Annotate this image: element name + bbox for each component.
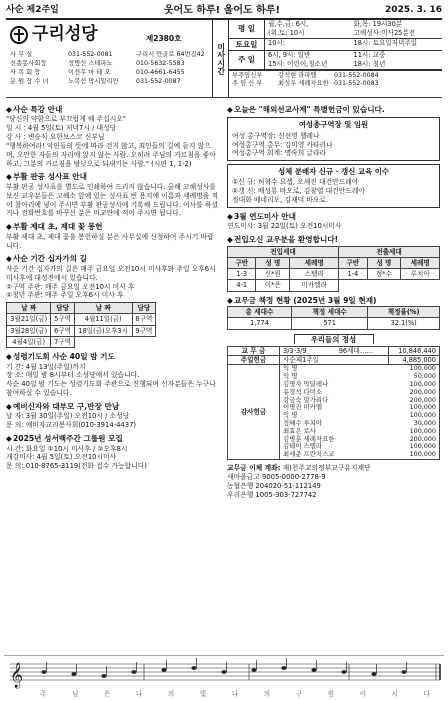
mass-time: (위.토: 10시: [268, 29, 305, 37]
account-desc: [280, 346, 389, 355]
donation-amount: 100,000: [409, 403, 436, 412]
contact-role: 선종봉사회장: [10, 60, 47, 68]
account-period: 3/3-3/9: [283, 346, 307, 355]
note: [401, 670, 406, 674]
table-header: 세례명: [401, 257, 440, 268]
table-header: 구반: [339, 257, 367, 268]
note: [191, 666, 196, 670]
accounts-table: [227, 346, 440, 460]
lyric-syllable: 시: [391, 690, 399, 698]
priest-list: [229, 70, 442, 89]
mass-time: 6시, 9시: 일반: [268, 51, 311, 59]
donor-name: 익 명: [283, 364, 298, 373]
box-line: 여성총구역 총무: 김미영 카타리나: [232, 140, 333, 149]
section-title: ◆부활 제대 초, 제대 꽃 봉헌: [6, 222, 103, 232]
donor-name: 정혜수 루치아: [283, 419, 323, 428]
note: [251, 668, 256, 672]
note: [41, 670, 46, 674]
bible-study-title: 2025년 성서백주간 그룹원 모집: [13, 434, 123, 444]
women-officers-box: [227, 117, 440, 161]
top-bar: [6, 4, 442, 20]
table-row: [228, 346, 440, 355]
mass-day: 토요일: [229, 39, 265, 50]
note: [311, 668, 316, 672]
staff-phone: 031-552-0083: [334, 79, 379, 87]
mass-row-weekday: [229, 20, 442, 39]
section-title: ◆성령기도회 사순 40일 밤 기도: [6, 352, 115, 362]
table-header-row: [228, 257, 440, 268]
donor-name: 김병훈 세례자요한: [283, 434, 335, 443]
section-title: ◆사순 특강 안내: [6, 105, 63, 114]
account-households: 96세대……: [338, 346, 374, 355]
box-line: 정대화 베네리오, 김재덕 바오로.: [232, 196, 329, 205]
bible-study-body: 시 간: 화요일 ①10시 미사후 / ②오후8시 개강미사: 4월 5일(토) 오전10시미사 문 의: 010-8765-3119(전화 접수 가능합니다): [6, 444, 147, 471]
mass-time: 15시: 어린이,청소년: [268, 60, 328, 68]
contact-list: [10, 51, 210, 85]
section-title: ◆사순 기간 십자가의 길: [6, 254, 87, 264]
account-desc: 사순제1주일: [280, 356, 389, 365]
account-label: 감사헌금: [228, 365, 280, 460]
parish-name: 구리성당: [32, 24, 98, 44]
contact-name: 노복선 막시밀리안: [68, 77, 119, 85]
mass-time: 11시: 교중: [353, 51, 386, 59]
table-cell: [74, 336, 132, 347]
mass-label-text: 미사시간: [216, 42, 226, 75]
donation-amount: 200,000: [409, 387, 436, 396]
section-title: ◆오늘은 "해외선교사제" 특별헌금이 있습니다.: [227, 105, 385, 114]
lyric-syllable: 빛: [199, 690, 207, 698]
note: [221, 670, 226, 674]
staff-name: 강석현 라파엘: [278, 72, 317, 79]
table-cell: 신*원: [256, 269, 290, 280]
table-cell: 3월21일(금): [7, 314, 51, 325]
table-row: [228, 280, 440, 291]
box-line: 여성 총구역장: 신선영 헬레나: [232, 131, 320, 140]
catechumen-body: 날 자: 3월 30일(주일) 오전10시 / 소성당 문 의: 예비자교리봉사회(010-3914-4437): [6, 412, 137, 430]
lyric-syllable: 나: [231, 690, 239, 698]
table-cell: 4월11일(금): [74, 314, 132, 325]
lyric-syllable: 님: [71, 690, 79, 698]
donation-amount: 100,000: [409, 411, 436, 420]
donor-name: 유경석 다미소: [283, 387, 323, 396]
donation-amount: 100,000: [409, 442, 436, 451]
mass-time: 10시:: [268, 39, 285, 47]
memorial-mass-title: 3월 연도미사 안내: [234, 211, 296, 221]
mass-time: 고해성사:미사25분전: [353, 29, 416, 37]
confession-card-title: 부활 판공 성사표 안내: [13, 172, 87, 182]
table-cell: 1-3: [228, 269, 256, 280]
contact-role: 사 목 회 장: [10, 68, 41, 76]
table-header-row: [7, 303, 156, 314]
left-column: [6, 101, 219, 499]
masthead: [6, 20, 442, 98]
table-cell: [132, 336, 155, 347]
box-title: 성체 분배자 신규 · 갱신 교육 이수: [277, 167, 390, 177]
mass-table: [229, 20, 442, 97]
donor-name: 김명자 막달레나: [283, 379, 329, 388]
note: [71, 672, 76, 676]
note: [131, 670, 136, 674]
table-header: 전입세대: [228, 246, 339, 257]
contact-name: 이선우 마 태 오: [68, 68, 111, 76]
contact-phone: 010-4661-6455: [136, 68, 185, 76]
easter-offering-title: 부활 제대 초, 제대 꽃 봉헌: [13, 222, 103, 232]
contact-name: 정병선 스테파노: [68, 60, 113, 68]
easter-offering-body: 부활 제대 초, 제대 꽃을 봉헌하실 분은 사무실에 신청하여 주시기 바랍니다.: [6, 232, 214, 250]
table-row: [228, 365, 440, 460]
table-row: [228, 318, 440, 329]
table-cell: 루치아: [401, 269, 440, 280]
accounts-title: 우리들의 정성: [294, 334, 374, 344]
donor-name: 최효은 로사: [283, 426, 316, 435]
table-cell: 이*은: [256, 280, 290, 291]
table-cell: [367, 280, 401, 291]
table-cell: 6구역: [51, 325, 74, 336]
hymn-score: [4, 655, 444, 699]
contact-role: 사 무 실: [10, 51, 33, 59]
mass-schedule: [212, 20, 442, 97]
table-header: 성 명: [256, 257, 290, 268]
table-header: 총 세대수: [228, 307, 292, 318]
account-label: 주일헌금: [228, 356, 280, 365]
contact-phone: 031-552-0087: [136, 77, 181, 85]
lyric-syllable: 은: [103, 690, 111, 698]
note: [101, 674, 106, 678]
table-cell: 1,774: [228, 318, 292, 329]
donation-amount: 100,000: [409, 426, 436, 435]
box-title: 여성총구역장 및 임원: [298, 120, 369, 130]
bank-line: 농협은행 204020-51-112149: [227, 481, 321, 490]
hymn-lyrics: [40, 690, 430, 698]
note: [161, 668, 166, 672]
donor-name: 김태이 스텔라: [283, 442, 323, 451]
table-row: [228, 269, 440, 280]
staff-name: 최성우 세례자요한: [278, 79, 329, 87]
mass-time: 18시: 청년: [353, 60, 386, 68]
confession-card-body: 부활 판공 성사표를 별도로 인쇄하여 드리지 않습니다. 올해 고해성사를 보신 교우분들은 고해소 앞에 있는 성사표 빈 용지에 이름과 세례명을 적어 찰아리에 넣어 주시면 부활 판공성사에 기록해 드립니다. 이사를 하셨거나 전화번호를 바꾸신 분은 비교란에 적어 주시면 됩니다.: [6, 182, 219, 218]
table-cell: 스텔라: [290, 269, 339, 280]
table-cell: 미카엘라: [290, 280, 339, 291]
section-title: ◆2025년 성서백주간 그룹원 모집: [6, 434, 123, 444]
donor-name: 익 명: [283, 411, 298, 420]
bank-info: [227, 464, 440, 473]
bank-line: 새마을금고 9005-0000-2778-9: [227, 472, 326, 481]
staff-phone: 031-552-0084: [334, 72, 379, 79]
lyric-syllable: 의: [167, 690, 175, 698]
table-header: 담당: [132, 303, 155, 314]
mass-row-sunday: [229, 51, 442, 70]
table-cell: 4월4일(금): [7, 336, 51, 347]
table-cell: 571: [291, 318, 367, 329]
issue-number: 제2380호: [146, 34, 182, 43]
account-label: 교 무 금: [228, 346, 280, 355]
donation-amount: 30,000: [413, 419, 436, 428]
table-header: 책정율(%): [368, 307, 440, 318]
account-amount: 4,885,000: [389, 356, 440, 365]
table-cell: 3월28일(금): [7, 325, 51, 336]
table-cell: 18일(금)오후3시: [74, 325, 132, 336]
lyric-syllable: 의: [263, 690, 271, 698]
table-cell: 정*수: [367, 269, 401, 280]
pledge-title: 교무금 책정 현황 (2025년 3월 9일 현재): [234, 295, 377, 305]
lyric-syllable: 이: [359, 690, 367, 698]
donation-amount: 50,000: [413, 372, 436, 381]
lent-lecture-title: 사순 특강 안내: [13, 105, 63, 114]
way-of-cross-title: 사순 기간 십자가의 길: [13, 254, 87, 264]
note: [371, 672, 376, 676]
motto: 웃어도 하루! 울어도 하루!: [163, 4, 281, 16]
mass-times: [265, 51, 442, 69]
memorial-mass-body: 연도미사: 3월 22일(토) 오전10시미사: [227, 222, 342, 231]
table-cell: 7구역: [51, 336, 74, 347]
transfer-table: [227, 246, 440, 292]
table-header: 성 명: [367, 257, 401, 268]
mass-row-saturday: [229, 39, 442, 51]
special-collection-title: 오늘은 "해외선교사제" 특별헌금이 있습니다.: [234, 105, 385, 114]
section-title: ◆교무금 책정 현황 (2025년 3월 9일 현재): [227, 295, 377, 305]
table-header: 세례명: [290, 257, 339, 268]
donation-amount: 100,000: [409, 364, 436, 373]
donation-amount: 100,000: [409, 450, 436, 459]
table-cell: [401, 280, 440, 291]
table-cell: 1-4: [339, 269, 367, 280]
contact-phone: 구리시 안골로 64번길42: [136, 51, 205, 59]
donation-list: [280, 365, 440, 460]
pledge-table: [227, 306, 440, 329]
lyric-syllable: 원: [327, 690, 335, 698]
table-cell: 5구역: [51, 314, 74, 325]
donor-name: 최세준 프란치스코: [283, 450, 335, 459]
bank-holder: 재)천주교의정부교구유지재단: [282, 464, 371, 473]
donation-amount: 200,000: [409, 434, 436, 443]
welcome-title: 전입오신 교우분을 환영합니다!: [234, 235, 339, 245]
donation-row: [280, 451, 439, 459]
table-cell: 8구역: [132, 314, 155, 325]
table-cell: 4-1: [228, 280, 256, 291]
table-cell: 9구역: [132, 325, 155, 336]
mass-times: [265, 39, 442, 50]
eucharist-minister-box: [227, 164, 440, 208]
account-amount: 10,846,440: [389, 346, 440, 355]
content-columns: [6, 101, 442, 499]
table-header-row: [228, 307, 440, 318]
prayer-body: 기 간: 4월 13일(주일)까지 장 소: 매일 밤 8시부터 소성당에서 있습니다. 사순 40일 밤 기도는 성령기도회 주관으로 진행되며 신자분들은 누구나 참여하실 수 있습니다.: [6, 362, 216, 398]
mass-time: 화,목: 19시30분: [353, 20, 403, 28]
table-cell: [339, 280, 367, 291]
table-row: [7, 336, 156, 347]
lyric-syllable: 다: [423, 690, 430, 698]
donor-name: 익 명: [283, 372, 298, 381]
donation-amount: 100,000: [409, 379, 436, 388]
table-header: 담당: [51, 303, 74, 314]
table-header: 전출세대: [339, 246, 440, 257]
mass-times: [265, 20, 442, 38]
table-header: 날 짜: [74, 303, 132, 314]
box-line: ②갱 신: 배성룡 바오로, 김광열 대건안드레아: [232, 187, 365, 196]
parish-info: [6, 20, 212, 97]
table-header: 날 짜: [7, 303, 51, 314]
box-line: 여성총구역 회계: 명숙희 글라라: [232, 149, 327, 158]
section-title: ◆3월 연도미사 안내: [227, 211, 296, 221]
mass-time: 월,수,금: 6시,: [268, 20, 309, 28]
table-header: 구반: [228, 257, 256, 268]
way-of-cross-body: 사순 기간 십자가의 길은 매주 금요일 오전10시 미사후와 주일 오후6시 미사후에 대성전에서 있습니다. ①구역 주관: 매주 금요일 오전10시 미사 후 ②청년 주관: 매주 주일 오후6시 미사 후: [6, 264, 216, 300]
staff-role: 부주임신부: [232, 72, 263, 79]
lyric-syllable: 나: [135, 690, 143, 698]
note: [281, 666, 286, 670]
note: [341, 670, 346, 674]
lyric-syllable: 주: [40, 690, 47, 698]
donor-name: 강금숙 말가리다: [283, 395, 329, 404]
section-title: ◆부활 판공 성사표 안내: [6, 172, 87, 182]
contact-phone: 010-5632-5583: [136, 60, 185, 68]
contact-name: 031-552-0081: [68, 51, 113, 59]
donation-amount: 200,000: [409, 395, 436, 404]
mass-time: 18시: 토요일저녁주일: [353, 39, 418, 47]
bank-title: 교무금 이체 계좌:: [227, 464, 281, 473]
section-title: ◆전입오신 교우분을 환영합니다!: [227, 235, 339, 245]
right-column: [227, 101, 440, 499]
box-line: ①신 규: 허혁수 요셉, 오세진 대건안드레아: [232, 178, 359, 187]
prayer-title: 성령기도회 사순 40일 밤 기도: [13, 352, 115, 362]
table-row: [7, 314, 156, 325]
donor-name: 이명진 미카엘: [283, 403, 323, 412]
table-header: 책정 세대수: [291, 307, 367, 318]
issue-date: 2025. 3. 16: [385, 5, 442, 16]
week-label: 사순 제2주일: [6, 5, 59, 16]
donation-rows: [280, 365, 439, 459]
table-header-row: [228, 246, 440, 257]
section-title: ◆예비신자와 대부모 구,반장 만남: [6, 401, 120, 411]
svg-text:𝄞: 𝄞: [10, 663, 24, 688]
cross-icon: [10, 26, 28, 44]
music-staff: [4, 658, 444, 690]
table-cell: 32.1(%): [368, 318, 440, 329]
table-row: [7, 325, 156, 336]
lent-lecture-body: "당신의 약함으로 부끄럽게 해 주십시오" 일 시 : 4월 5일(토) 저녁7시 / 대성당 강 사 : 변승식 요한보스코 신부님 "행복하여라! 악인들의 뜻에 따라 걷지 않고, 죄인들의 길에 들지 않으며, 오만한 자들의 자리에 앉지 않는 사람. 오히려 주님의 가르침을 좋아하고, 그분의 가르침을 밤낮으로 되새기는 사람." (시편 1, 1-2): [6, 115, 216, 168]
lyric-syllable: 구: [295, 690, 303, 698]
mass-schedule-label: [213, 20, 229, 97]
catechumen-title: 예비신자와 대부모 구,반장 만남: [13, 401, 120, 411]
mass-day: 주 일: [229, 51, 265, 69]
mass-day: 평 일: [229, 20, 265, 38]
table-row: [228, 356, 440, 365]
staff-role: 주 임 신 부: [232, 79, 263, 87]
way-of-cross-table: [6, 302, 156, 348]
bank-line: 우리은행 1005-303-727742: [227, 490, 317, 499]
contact-role: 분 원 장 수 녀: [10, 77, 49, 85]
